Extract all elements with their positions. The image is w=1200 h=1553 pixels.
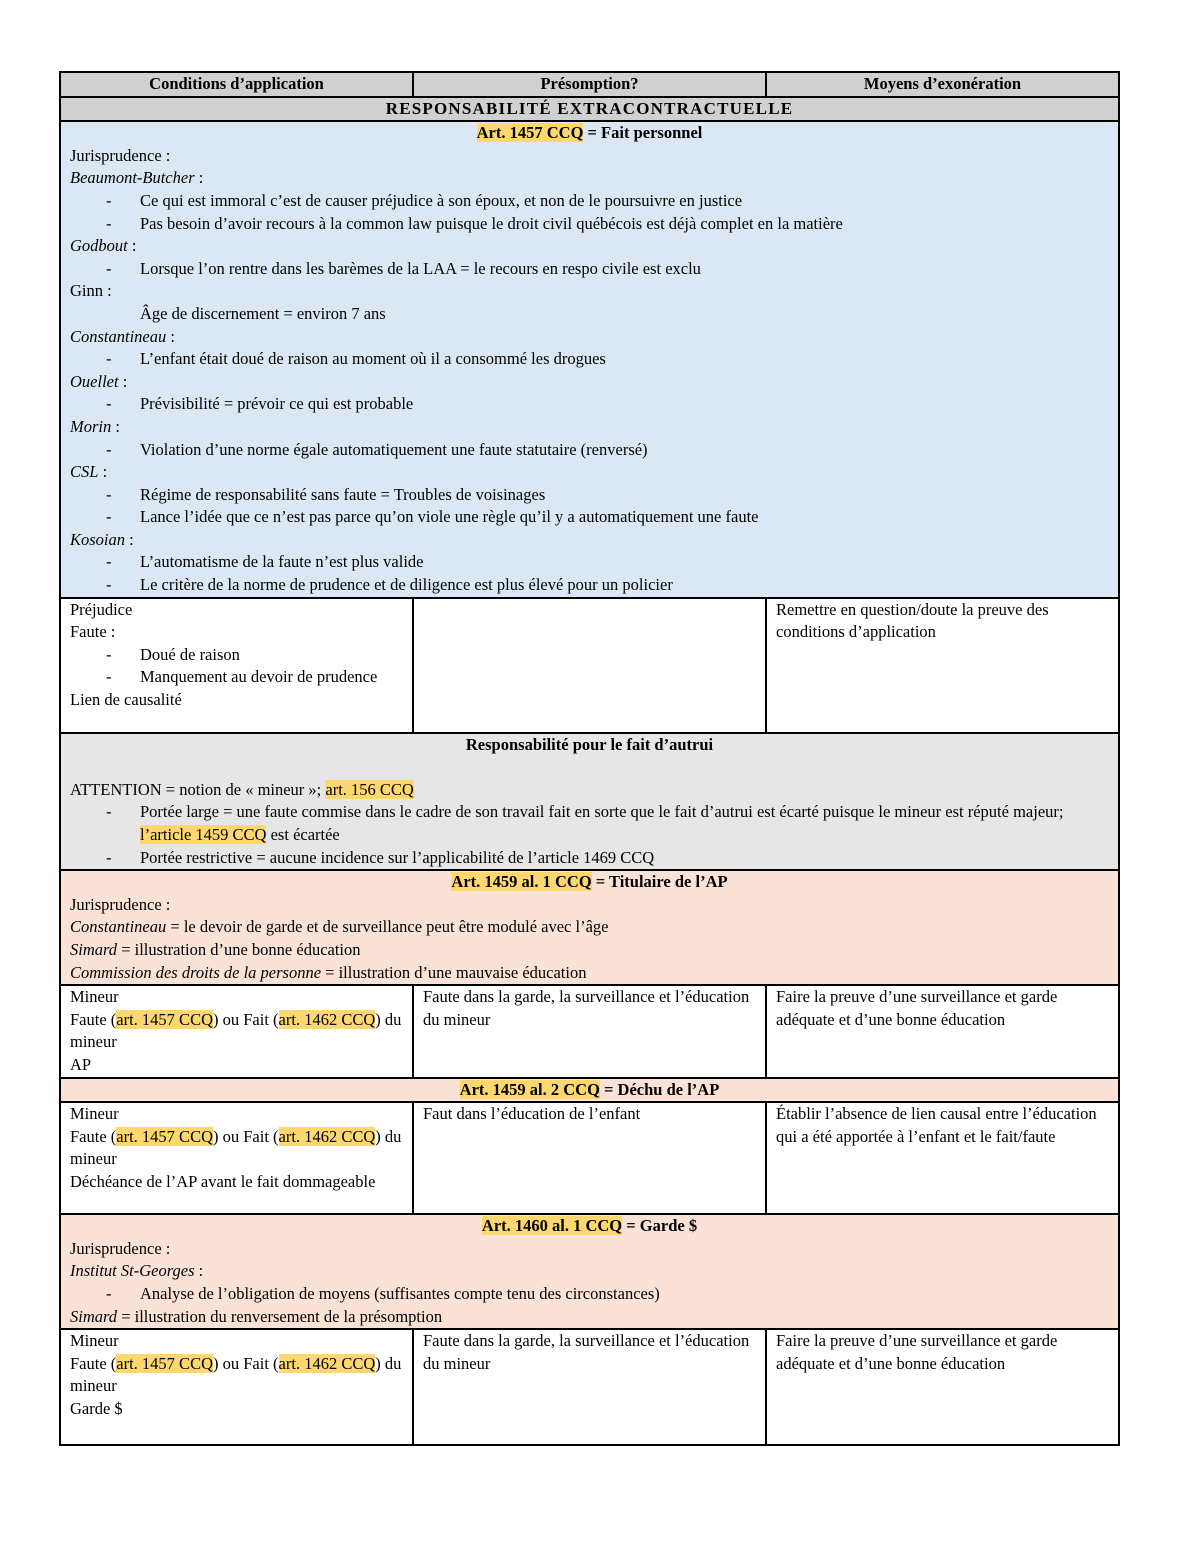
- block-fait-autrui: [60, 733, 1119, 871]
- garde-cell: [60, 1214, 1119, 1329]
- exoneration-cell: Faire la preuve d’une surveillance et garde adéquate et d’une bonne éducation: [766, 985, 1119, 1077]
- fait-personnel-cell: [60, 121, 1119, 597]
- text-line: Déchéance de l’AP avant le fait dommageable: [70, 1171, 376, 1191]
- row-garde: [60, 1329, 1119, 1445]
- text-line: Mineur: [70, 1104, 119, 1124]
- text-line: Mineur: [70, 987, 119, 1007]
- presomption-cell: Faute dans la garde, la surveillance et l’éducation du mineur: [413, 985, 766, 1077]
- list-item: - Portée restrictive = aucune incidence sur l’applicabilité de l’article 1469 CCQ: [70, 847, 1109, 870]
- block-title: Art. 1460 al. 1 CCQ = Garde $: [481, 1216, 698, 1236]
- highlight-article: art. 1462 CCQ: [278, 1353, 376, 1373]
- text-line: AP: [70, 1054, 92, 1074]
- conditions-cell: [60, 1102, 413, 1214]
- list-item: - Manquement au devoir de prudence: [70, 666, 403, 689]
- header-exoneration: Moyens d’exonération: [766, 72, 1119, 97]
- block-title: Art. 1459 al. 2 CCQ = Déchu de l’AP: [459, 1079, 720, 1099]
- highlight-article: art. 1457 CCQ: [116, 1009, 213, 1029]
- exoneration-cell: Faire la preuve d’une surveillance et garde adéquate et d’une bonne éducation: [766, 1329, 1119, 1445]
- row-fait-personnel: [60, 598, 1119, 733]
- block-dechu-ap: [60, 1078, 1119, 1103]
- block-fait-personnel: [60, 121, 1119, 597]
- highlight-article: Art. 1457 CCQ: [476, 123, 584, 143]
- highlight-article: Art. 1459 al. 2 CCQ: [459, 1079, 600, 1099]
- text-line: Commission des droits de la personne = illustration d’une mauvaise éducation: [70, 962, 587, 982]
- list-item: - L’automatisme de la faute n’est plus valide: [70, 551, 1109, 574]
- presomption-cell: [413, 598, 766, 733]
- block-title: Responsabilité pour le fait d’autrui: [465, 734, 714, 754]
- conditions-cell: [60, 985, 413, 1077]
- case-csl: CSL :: [70, 462, 108, 482]
- text-line: Faute (art. 1457 CCQ) ou Fait (art. 1462 CCQ) du mineur: [70, 1009, 402, 1052]
- list-item: - Prévisibilité = prévoir ce qui est probable: [70, 393, 1109, 416]
- header-row: [60, 72, 1119, 97]
- presomption-cell: Faut dans l’éducation de l’enfant: [413, 1102, 766, 1214]
- case-institut: Institut St-Georges :: [70, 1261, 204, 1281]
- list-item: - Ce qui est immoral c’est de causer préjudice à son époux, et non de le poursuivre en justice: [70, 190, 1109, 213]
- text-line: Constantineau = le devoir de garde et de surveillance peut être modulé avec l’âge: [70, 917, 609, 937]
- document-page: [59, 71, 1118, 1446]
- jurisprudence-label: Jurisprudence :: [70, 145, 171, 165]
- dechu-ap-cell: [60, 1078, 1119, 1103]
- highlight-article: Art. 1460 al. 1 CCQ: [481, 1216, 623, 1236]
- highlight-article: art. 1457 CCQ: [116, 1126, 213, 1146]
- block-titulaire-ap: [60, 870, 1119, 985]
- text-line: Lien de causalité: [70, 690, 182, 710]
- text-line: Faute :: [70, 622, 116, 642]
- list-item: - Portée large = une faute commise dans le cadre de son travail fait en sorte que le fait d’autrui est écarté puisque le mineur est réputé majeur; l’article 1459 CCQ est écartée: [70, 801, 1109, 846]
- list-item: - Le critère de la norme de prudence et de diligence est plus élevé pour un policier: [70, 574, 1109, 597]
- header-presomption: Présomption?: [413, 72, 766, 97]
- list-item: - L’enfant était doué de raison au moment où il a consommé les drogues: [70, 348, 1109, 371]
- case-constantineau: Constantineau :: [70, 326, 175, 346]
- text-line: Simard = illustration du renversement de la présomption: [70, 1306, 443, 1326]
- case-ginn: Ginn :: [70, 281, 112, 301]
- list-item: - Pas besoin d’avoir recours à la common law puisque le droit civil québécois est déjà complet en la matière: [70, 213, 1109, 236]
- text-line: Simard = illustration d’une bonne éducation: [70, 940, 361, 959]
- list-item: - Violation d’une norme égale automatiquement une faute statutaire (renversé): [70, 439, 1109, 462]
- exoneration-cell: Établir l’absence de lien causal entre l’éducation qui a été apportée à l’enfant et le fait/faute: [766, 1102, 1119, 1214]
- titulaire-ap-cell: [60, 870, 1119, 985]
- exoneration-cell: Remettre en question/doute la preuve des conditions d’application: [766, 598, 1119, 733]
- summary-table: [59, 71, 1120, 1446]
- list-item: - Analyse de l’obligation de moyens (suffisantes compte tenu des circonstances): [70, 1283, 1109, 1306]
- list-item: - Doué de raison: [70, 644, 403, 667]
- case-beaumont: Beaumont-Butcher :: [70, 168, 204, 188]
- conditions-cell: [60, 1329, 413, 1445]
- section-title: RESPONSABILITÉ EXTRACONTRACTUELLE: [60, 97, 1119, 122]
- highlight-article: art. 156 CCQ: [325, 779, 414, 799]
- text-line: Mineur: [70, 1331, 119, 1351]
- highlight-article: art. 1457 CCQ: [116, 1353, 213, 1373]
- highlight-article: art. 1462 CCQ: [278, 1009, 376, 1029]
- conditions-cell: [60, 598, 413, 733]
- row-dechu-ap: [60, 1102, 1119, 1214]
- text-line: Garde $: [70, 1398, 123, 1418]
- block-title: Art. 1457 CCQ = Fait personnel: [476, 123, 703, 143]
- row-titulaire-ap: [60, 985, 1119, 1077]
- attention-line: ATTENTION = notion de « mineur »; art. 156 CCQ: [70, 779, 414, 799]
- fait-autrui-cell: [60, 733, 1119, 871]
- header-conditions: Conditions d’application: [60, 72, 413, 97]
- case-ouellet: Ouellet :: [70, 371, 128, 391]
- case-morin: Morin :: [70, 416, 120, 436]
- jurisprudence-label: Jurisprudence :: [70, 894, 171, 914]
- list-item: - Régime de responsabilité sans faute = Troubles de voisinages: [70, 484, 1109, 507]
- case-godbout: Godbout :: [70, 236, 137, 256]
- case-kosoian: Kosoian :: [70, 529, 134, 549]
- ginn-line: Âge de discernement = environ 7 ans: [140, 303, 386, 323]
- presomption-cell: Faute dans la garde, la surveillance et l’éducation du mineur: [413, 1329, 766, 1445]
- highlight-article: Art. 1459 al. 1 CCQ: [451, 872, 592, 892]
- highlight-article: art. 1462 CCQ: [278, 1126, 376, 1146]
- block-title: Art. 1459 al. 1 CCQ = Titulaire de l’AP: [451, 872, 728, 892]
- highlight-article: l’article 1459 CCQ: [140, 825, 267, 845]
- section-row: [60, 97, 1119, 122]
- text-line: Faute (art. 1457 CCQ) ou Fait (art. 1462 CCQ) du mineur: [70, 1126, 402, 1169]
- block-garde: [60, 1214, 1119, 1329]
- text-line: Préjudice: [70, 599, 133, 619]
- list-item: - Lance l’idée que ce n’est pas parce qu’on viole une règle qu’il y a automatiquement une faute: [70, 506, 1109, 529]
- jurisprudence-label: Jurisprudence :: [70, 1238, 171, 1258]
- list-item: - Lorsque l’on rentre dans les barèmes de la LAA = le recours en respo civile est exclu: [70, 258, 1109, 281]
- text-line: Faute (art. 1457 CCQ) ou Fait (art. 1462 CCQ) du mineur: [70, 1353, 402, 1396]
